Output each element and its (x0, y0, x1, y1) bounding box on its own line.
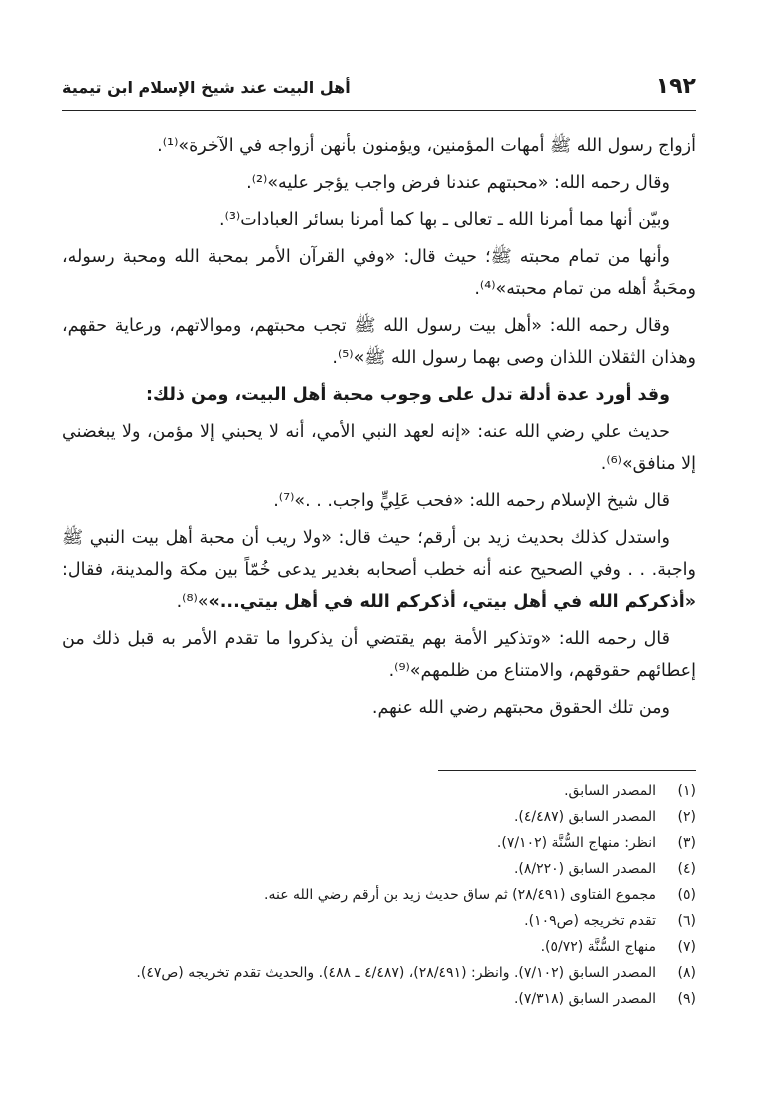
paragraph: قال رحمه الله: «وتذكير الأمة بهم يقتضي أن يذكروا ما تقدم الأمر به قبل ذلك من إعطائهم حقوقهم، والامتناع من ظلمهم»⁽⁹⁾. (62, 629, 696, 681)
footnote-number: (٤) (677, 861, 696, 877)
footnote-item (62, 988, 696, 1010)
section-heading: وقد أورد عدة أدلة تدل على وجوب محبة أهل البيت، ومن ذلك: (146, 385, 670, 405)
paragraph: وأنها من تمام محبته ﷺ؛ حيث قال: «وفي القرآن الأمر بمحبة الله ومحبة رسوله، ومحَبةُ أهله من تمام محبته»⁽⁴⁾. (62, 247, 696, 299)
footnote-text: المصدر السابق (٨/٢٢٠). (513, 861, 656, 877)
footnote-number: (٩) (677, 991, 696, 1007)
footnote-text: انظر: منهاج السُّنَّة (٧/١٠٢). (496, 835, 656, 851)
footnote-divider (438, 770, 696, 771)
footnote-text: المصدر السابق (٧/١٠٢). وانظر: (٢٨/٤٩١)، (٤/٤٨٧ ـ ٤٨٨). والحديث تقدم تخريجه (ص٤٧). (136, 965, 656, 981)
page-number: ١٩٢ (655, 74, 696, 99)
footnote-item (62, 806, 696, 828)
paragraph-text: واستدل كذلك بحديث زيد بن أرقم؛ حيث قال: «ولا ريب أن محبة أهل بيت النبي ﷺ واجبة. . . وفي الصحيح عنه أنه خطب أصحابه بغدير يدعى خُمّاً بين مكة والمدينة، فقال: (62, 528, 696, 580)
footnote-item (62, 962, 696, 984)
main-text (62, 130, 696, 729)
footnote-text: المصدر السابق. (564, 783, 656, 799)
paragraph: أزواج رسول الله ﷺ أمهات المؤمنين، ويؤمنون بأنهن أزواجه في الآخرة»⁽¹⁾. (157, 136, 696, 156)
running-title: أهل البيت عند شيخ الإسلام ابن تيمية (62, 78, 351, 97)
footnote-item (62, 910, 696, 932)
footnote-text: المصدر السابق (٤/٤٨٧). (513, 809, 656, 825)
footnote-item (62, 884, 696, 906)
footnote-text: المصدر السابق (٧/٣١٨). (513, 991, 656, 1007)
header-divider (62, 110, 696, 111)
paragraph: قال شيخ الإسلام رحمه الله: «فحب عَلِيٍّ واجب. . .»⁽⁷⁾. (273, 491, 670, 511)
paragraph: ومن تلك الحقوق محبتهم رضي الله عنهم. (371, 698, 670, 718)
footnote-ref: »⁽⁸⁾. (176, 592, 209, 612)
footnote-item (62, 780, 696, 802)
footnote-item (62, 832, 696, 854)
footnote-item (62, 936, 696, 958)
footnote-number: (٣) (677, 835, 696, 851)
paragraph: وقال رحمه الله: «محبتهم عندنا فرض واجب يؤجر عليه»⁽²⁾. (246, 173, 670, 193)
footnote-item (62, 858, 696, 880)
footnote-number: (٨) (677, 965, 696, 981)
paragraph: وقال رحمه الله: «أهل بيت رسول الله ﷺ تجب محبتهم، وموالاتهم، ورعاية حقهم، وهذان الثقلان اللذان وصى بهما رسول الله ﷺ»⁽⁵⁾. (62, 316, 696, 368)
footnote-number: (٢) (677, 809, 696, 825)
paragraph (62, 522, 696, 618)
paragraph: وبيّن أنها مما أمرنا الله ـ تعالى ـ بها كما أمرنا بسائر العبادات⁽³⁾. (219, 210, 670, 230)
footnote-text: تقدم تخريجه (ص١٠٩). (524, 913, 656, 929)
footnote-text: مجموع الفتاوى (٢٨/٤٩١) ثم ساق حديث زيد بن أرقم رضي الله عنه. (264, 887, 656, 903)
footnote-text: منهاج السُّنَّة (٥/٧٢). (540, 939, 656, 955)
page-header (62, 72, 696, 108)
footnotes (62, 780, 696, 1014)
hadith-quote: «أذكركم الله في أهل بيتي، أذكركم الله في أهل بيتي...» (208, 592, 696, 612)
footnote-number: (٦) (677, 913, 696, 929)
paragraph: حديث علي رضي الله عنه: «إنه لعهد النبي الأمي، أنه لا يحبني إلا مؤمن، ولا يبغضني إلا منافق»⁽⁶⁾. (62, 422, 696, 474)
footnote-number: (٥) (677, 887, 696, 903)
footnote-number: (٧) (677, 939, 696, 955)
footnote-number: (١) (677, 783, 696, 799)
